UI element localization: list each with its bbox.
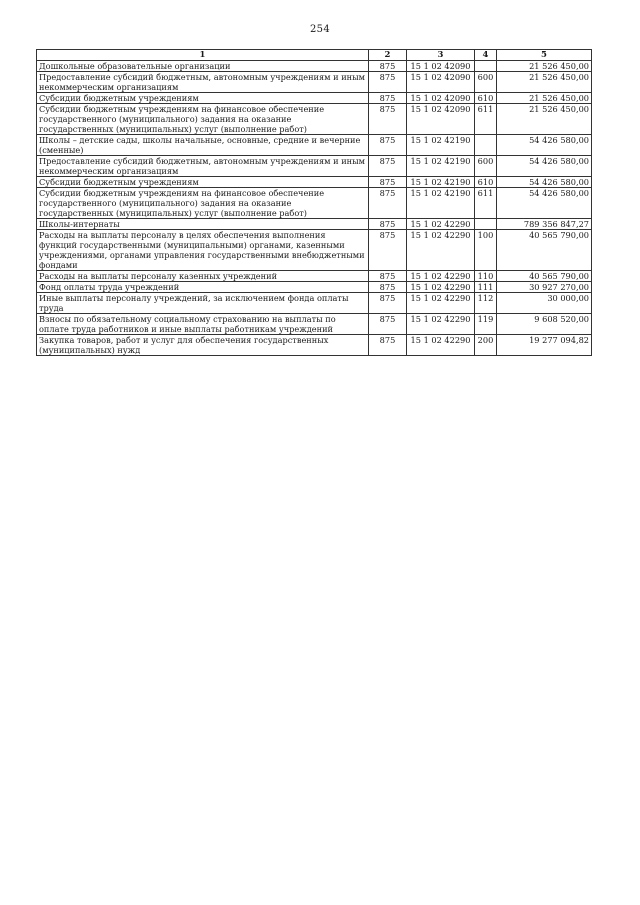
row-amount-cell: 19 277 094,82 [497,335,592,356]
row-name-cell: Дошкольные образовательные организации [37,61,369,72]
row-target-article-cell: 15 1 02 42190 [407,177,475,188]
row-amount-cell: 40 565 790,00 [497,271,592,282]
row-amount-cell: 40 565 790,00 [497,230,592,271]
row-target-article-cell: 15 1 02 42090 [407,61,475,72]
row-amount-cell: 21 526 450,00 [497,61,592,72]
row-target-article-cell: 15 1 02 42290 [407,230,475,271]
row-amount-cell: 21 526 450,00 [497,72,592,93]
row-admin-code-cell: 875 [369,293,407,314]
page-number: 254 [310,24,330,35]
header-col-1: 1 [37,50,369,61]
row-name-cell: Взносы по обязательному социальному страхованию на выплаты по оплате труда работников и иные выплаты работникам учреждений [37,314,369,335]
row-name-cell: Субсидии бюджетным учреждениям [37,93,369,104]
row-name-cell: Школы – детские сады, школы начальные, основные, средние и вечерние (сменные) [37,135,369,156]
table-row [37,135,592,156]
row-amount-cell: 30 927 270,00 [497,282,592,293]
row-expense-type-cell: 600 [475,72,497,93]
row-amount-cell: 21 526 450,00 [497,93,592,104]
table-row [37,314,592,335]
table-row [37,335,592,356]
row-admin-code-cell: 875 [369,61,407,72]
table-row [37,177,592,188]
row-admin-code-cell: 875 [369,93,407,104]
row-admin-code-cell: 875 [369,335,407,356]
row-amount-cell: 9 608 520,00 [497,314,592,335]
row-amount-cell: 21 526 450,00 [497,104,592,135]
row-expense-type-cell [475,135,497,156]
row-name-cell: Субсидии бюджетным учреждениям [37,177,369,188]
row-expense-type-cell: 200 [475,335,497,356]
row-amount-cell: 54 426 580,00 [497,188,592,219]
row-expense-type-cell: 600 [475,156,497,177]
row-target-article-cell: 15 1 02 42290 [407,314,475,335]
row-expense-type-cell: 610 [475,177,497,188]
row-admin-code-cell: 875 [369,188,407,219]
table-row [37,271,592,282]
table-row [37,72,592,93]
table-row [37,104,592,135]
table-row [37,188,592,219]
row-expense-type-cell [475,61,497,72]
row-admin-code-cell: 875 [369,72,407,93]
row-admin-code-cell: 875 [369,156,407,177]
budget-table [36,49,592,356]
row-name-cell: Предоставление субсидий бюджетным, автономным учреждениям и иным некоммерческим организациям [37,72,369,93]
row-expense-type-cell: 112 [475,293,497,314]
table-row [37,156,592,177]
header-col-2: 2 [369,50,407,61]
header-row [37,50,592,61]
row-expense-type-cell [475,219,497,230]
header-col-3: 3 [407,50,475,61]
row-admin-code-cell: 875 [369,314,407,335]
table-row [37,219,592,230]
row-name-cell: Иные выплаты персоналу учреждений, за исключением фонда оплаты труда [37,293,369,314]
row-expense-type-cell: 611 [475,104,497,135]
row-amount-cell: 30 000,00 [497,293,592,314]
row-admin-code-cell: 875 [369,104,407,135]
row-admin-code-cell: 875 [369,230,407,271]
row-expense-type-cell: 110 [475,271,497,282]
row-expense-type-cell: 610 [475,93,497,104]
row-name-cell: Расходы на выплаты персоналу казенных учреждений [37,271,369,282]
table-row [37,61,592,72]
row-amount-cell: 54 426 580,00 [497,156,592,177]
row-target-article-cell: 15 1 02 42190 [407,188,475,219]
row-admin-code-cell: 875 [369,177,407,188]
row-expense-type-cell: 100 [475,230,497,271]
row-target-article-cell: 15 1 02 42290 [407,271,475,282]
table-row [37,230,592,271]
row-name-cell: Школы-интернаты [37,219,369,230]
row-admin-code-cell: 875 [369,135,407,156]
row-target-article-cell: 15 1 02 42190 [407,135,475,156]
budget-table-container [36,49,591,356]
row-name-cell: Расходы на выплаты персоналу в целях обеспечения выполнения функций государственными (муниципальными) органами, казенными учреждениями, органами управления государственными внебюджетными фондами [37,230,369,271]
row-name-cell: Закупка товаров, работ и услуг для обеспечения государственных (муниципальных) нужд [37,335,369,356]
row-expense-type-cell: 611 [475,188,497,219]
row-name-cell: Фонд оплаты труда учреждений [37,282,369,293]
header-col-5: 5 [497,50,592,61]
row-amount-cell: 54 426 580,00 [497,177,592,188]
row-admin-code-cell: 875 [369,271,407,282]
row-name-cell: Субсидии бюджетным учреждениям на финансовое обеспечение государственного (муниципального) задания на оказание государственных (муниципальных) услуг (выполнение работ) [37,188,369,219]
row-name-cell: Субсидии бюджетным учреждениям на финансовое обеспечение государственного (муниципального) задания на оказание государственных (муниципальных) услуг (выполнение работ) [37,104,369,135]
row-target-article-cell: 15 1 02 42290 [407,219,475,230]
row-admin-code-cell: 875 [369,219,407,230]
table-header [37,50,592,61]
table-row [37,293,592,314]
row-target-article-cell: 15 1 02 42190 [407,156,475,177]
row-expense-type-cell: 111 [475,282,497,293]
row-admin-code-cell: 875 [369,282,407,293]
row-target-article-cell: 15 1 02 42290 [407,293,475,314]
row-target-article-cell: 15 1 02 42290 [407,282,475,293]
row-target-article-cell: 15 1 02 42090 [407,72,475,93]
table-row [37,282,592,293]
row-target-article-cell: 15 1 02 42090 [407,93,475,104]
row-amount-cell: 54 426 580,00 [497,135,592,156]
table-row [37,93,592,104]
row-name-cell: Предоставление субсидий бюджетным, автономным учреждениям и иным некоммерческим организациям [37,156,369,177]
header-col-4: 4 [475,50,497,61]
row-target-article-cell: 15 1 02 42090 [407,104,475,135]
row-amount-cell: 789 356 847,27 [497,219,592,230]
table-body [37,61,592,356]
row-expense-type-cell: 119 [475,314,497,335]
row-target-article-cell: 15 1 02 42290 [407,335,475,356]
